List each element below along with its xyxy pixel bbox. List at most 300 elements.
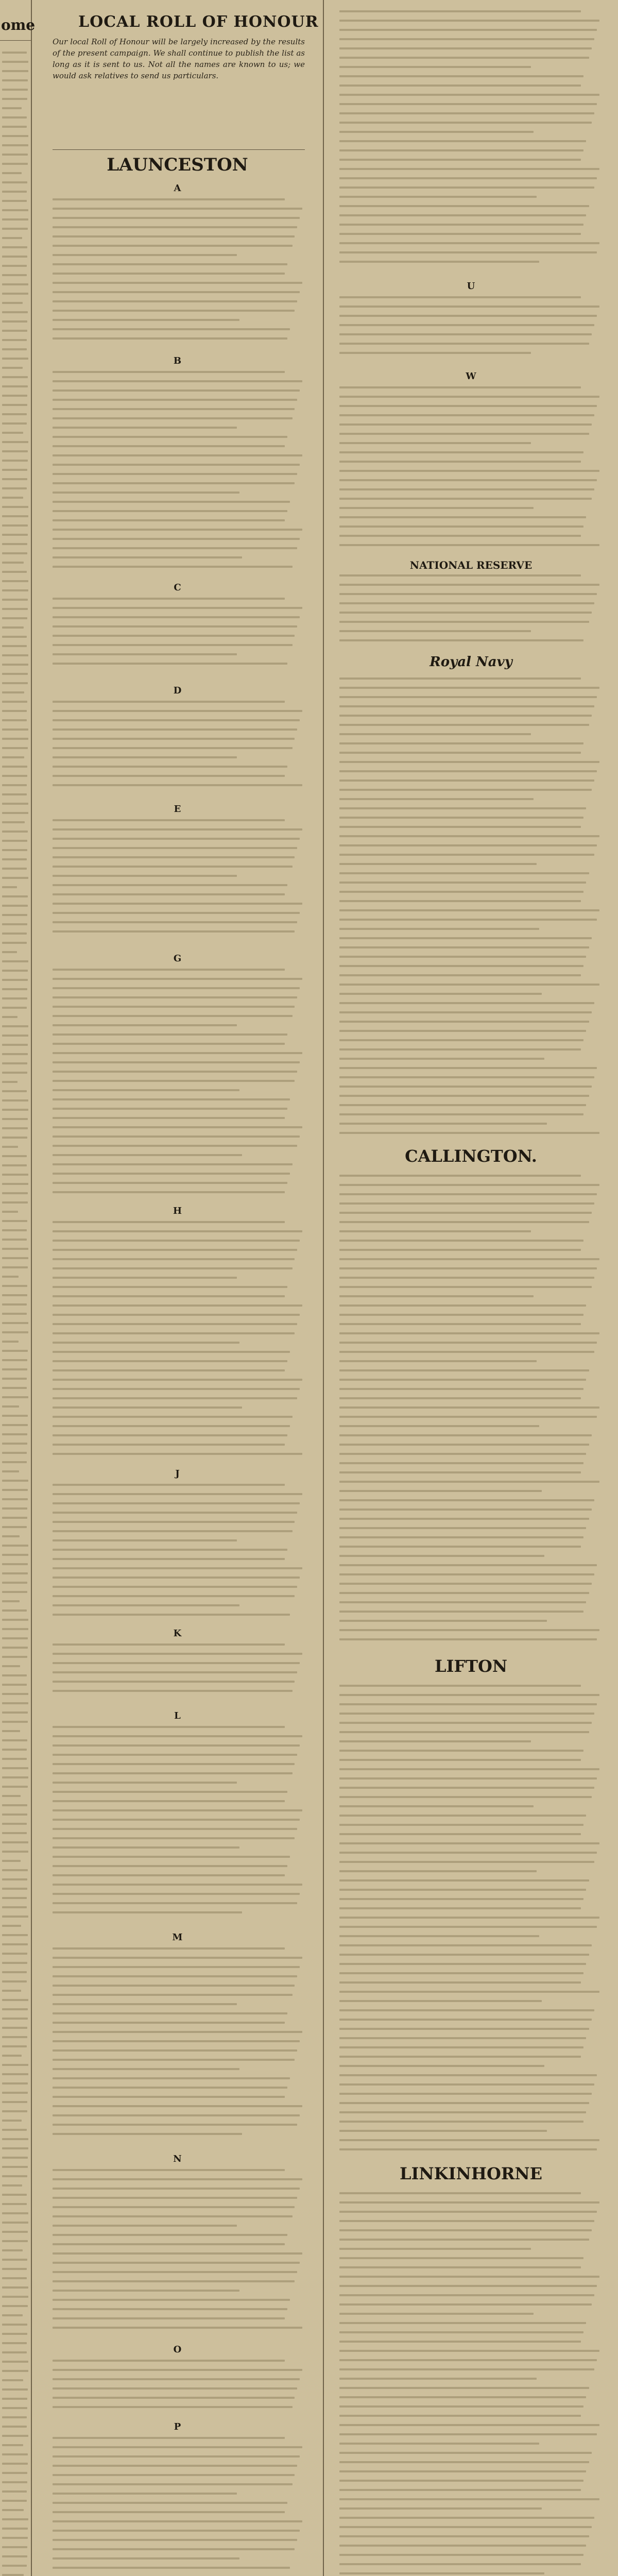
placeholder-text-line — [2, 1405, 19, 1408]
placeholder-text-line — [339, 2065, 544, 2067]
placeholder-text-line — [339, 1638, 597, 1640]
placeholder-text-line — [53, 847, 297, 849]
placeholder-text-line — [53, 1295, 285, 1297]
placeholder-text-line — [2, 1999, 28, 2001]
placeholder-text-line — [53, 1015, 293, 1017]
placeholder-text-line — [339, 20, 599, 22]
launceston-block-5 — [53, 819, 305, 940]
placeholder-text-line — [339, 1935, 539, 1937]
placeholder-text-line — [2, 209, 28, 211]
placeholder-text-line — [339, 882, 586, 884]
placeholder-text-line — [53, 1221, 285, 1223]
placeholder-text-line — [2, 1211, 18, 1213]
placeholder-text-line — [53, 1837, 295, 1839]
placeholder-text-line — [339, 2019, 592, 2021]
placeholder-text-line — [2, 2259, 27, 2261]
placeholder-text-line — [339, 2303, 592, 2306]
placeholder-text-line — [53, 1369, 285, 1371]
placeholder-text-line — [53, 547, 297, 549]
right-block-u — [339, 296, 602, 361]
placeholder-text-line — [53, 598, 285, 600]
placeholder-text-line — [339, 1453, 586, 1455]
placeholder-text-line — [2, 2370, 28, 2372]
placeholder-text-line — [339, 1833, 581, 1835]
placeholder-text-line — [53, 1865, 287, 1867]
placeholder-text-line — [2, 348, 27, 350]
roll-of-honour-title: LOCAL ROLL OF HONOUR — [78, 13, 319, 31]
section-j: J — [175, 1468, 180, 1479]
placeholder-text-line — [2, 775, 27, 777]
placeholder-text-line — [53, 226, 297, 228]
placeholder-text-line — [2, 2240, 28, 2242]
placeholder-text-line — [2, 1433, 27, 1435]
placeholder-text-line — [339, 1425, 539, 1427]
placeholder-text-line — [2, 747, 28, 749]
placeholder-text-line — [339, 1095, 589, 1097]
placeholder-text-line — [2, 1767, 28, 1769]
placeholder-text-line — [339, 937, 592, 939]
placeholder-text-line — [2, 1545, 28, 1547]
placeholder-text-line — [53, 417, 293, 419]
placeholder-text-line — [53, 1893, 300, 1895]
placeholder-text-line — [339, 1620, 547, 1622]
placeholder-text-line — [2, 979, 28, 981]
placeholder-text-line — [339, 1917, 599, 1919]
placeholder-text-line — [339, 1963, 586, 1965]
placeholder-text-line — [339, 705, 594, 707]
placeholder-text-line — [53, 1342, 239, 1344]
placeholder-text-line — [339, 2028, 589, 2030]
placeholder-text-line — [53, 1614, 290, 1616]
placeholder-text-line — [339, 544, 599, 546]
placeholder-text-line — [339, 574, 581, 577]
placeholder-text-line — [53, 607, 302, 609]
placeholder-text-line — [53, 1230, 302, 1232]
placeholder-text-line — [53, 1567, 302, 1569]
placeholder-text-line — [2, 376, 28, 378]
placeholder-text-line — [2, 1647, 28, 1649]
placeholder-text-line — [339, 2229, 592, 2231]
placeholder-text-line — [2, 422, 27, 425]
section-p: P — [174, 2421, 181, 2432]
placeholder-text-line — [53, 1388, 300, 1390]
placeholder-text-line — [53, 328, 290, 330]
placeholder-text-line — [2, 98, 27, 100]
placeholder-text-line — [2, 1693, 28, 1695]
placeholder-text-line — [2, 2342, 27, 2344]
placeholder-text-line — [339, 1351, 594, 1353]
placeholder-text-line — [2, 2528, 28, 2530]
placeholder-text-line — [2, 1303, 27, 1306]
placeholder-text-line — [53, 1163, 293, 1165]
placeholder-text-line — [2, 2129, 27, 2131]
placeholder-text-line — [339, 1870, 537, 1872]
placeholder-text-line — [2, 2463, 28, 2465]
placeholder-text-line — [339, 2378, 537, 2380]
placeholder-text-line — [2, 2175, 27, 2177]
placeholder-text-line — [339, 1304, 586, 1307]
placeholder-text-line — [339, 2139, 599, 2141]
placeholder-text-line — [53, 1006, 295, 1008]
placeholder-text-line — [2, 1313, 27, 1315]
placeholder-text-line — [339, 1444, 589, 1446]
placeholder-text-line — [2, 914, 27, 916]
placeholder-text-line — [339, 10, 581, 12]
placeholder-text-line — [339, 2000, 542, 2002]
placeholder-text-line — [339, 122, 592, 124]
left-column-strip — [0, 0, 36, 2576]
placeholder-text-line — [53, 1397, 297, 1399]
placeholder-text-line — [339, 461, 581, 463]
placeholder-text-line — [53, 1249, 297, 1251]
placeholder-text-line — [53, 1052, 302, 1054]
placeholder-text-line — [339, 1267, 597, 1269]
launceston-block-2 — [53, 371, 305, 575]
placeholder-text-line — [2, 1220, 27, 1222]
placeholder-text-line — [53, 1539, 237, 1541]
placeholder-text-line — [339, 2470, 586, 2472]
placeholder-text-line — [339, 1406, 599, 1409]
placeholder-text-line — [2, 2277, 27, 2279]
placeholder-text-line — [339, 103, 597, 105]
placeholder-text-line — [339, 1323, 581, 1325]
placeholder-text-line — [2, 1934, 28, 1936]
placeholder-text-line — [53, 2068, 239, 2070]
placeholder-text-line — [2, 2157, 28, 2159]
placeholder-text-line — [53, 1453, 302, 1455]
placeholder-text-line — [339, 844, 597, 846]
placeholder-text-line — [339, 2415, 581, 2417]
placeholder-text-line — [339, 2192, 581, 2194]
placeholder-text-line — [339, 946, 589, 948]
placeholder-text-line — [53, 1043, 285, 1045]
placeholder-text-line — [339, 2452, 592, 2454]
placeholder-text-line — [2, 70, 28, 72]
placeholder-text-line — [53, 1024, 237, 1026]
placeholder-text-line — [2, 2092, 28, 2094]
section-w: W — [466, 371, 476, 382]
placeholder-text-line — [2, 1053, 28, 1055]
placeholder-text-line — [339, 306, 599, 308]
placeholder-text-line — [53, 2557, 239, 2560]
placeholder-text-line — [2, 1090, 27, 1092]
placeholder-text-line — [2, 237, 22, 239]
placeholder-text-line — [339, 1583, 592, 1585]
placeholder-text-line — [2, 2008, 28, 2010]
placeholder-text-line — [339, 2498, 599, 2500]
placeholder-text-line — [339, 2211, 597, 2213]
placeholder-text-line — [2, 163, 28, 165]
placeholder-text-line — [339, 2239, 589, 2241]
placeholder-text-line — [2, 1906, 27, 1908]
placeholder-text-line — [339, 1314, 583, 1316]
placeholder-text-line — [2, 1035, 28, 1037]
placeholder-text-line — [339, 1611, 583, 1613]
placeholder-text-line — [2, 1572, 28, 1574]
placeholder-text-line — [339, 612, 592, 614]
placeholder-text-line — [2, 1665, 20, 1667]
placeholder-text-line — [2, 302, 23, 304]
placeholder-text-line — [339, 1249, 581, 1251]
placeholder-text-line — [2, 2518, 28, 2520]
right-block-navy — [339, 677, 602, 1141]
placeholder-text-line — [339, 2368, 594, 2370]
section-l: L — [174, 1710, 181, 1721]
placeholder-text-line — [339, 2443, 539, 2445]
placeholder-text-line — [2, 2018, 28, 2020]
placeholder-text-line — [339, 1815, 586, 1817]
placeholder-text-line — [339, 1740, 531, 1742]
placeholder-text-line — [339, 1759, 581, 1761]
placeholder-text-line — [339, 1067, 597, 1069]
placeholder-text-line — [53, 2530, 300, 2532]
placeholder-text-line — [2, 1137, 27, 1139]
placeholder-text-line — [2, 432, 23, 434]
placeholder-text-line — [339, 621, 589, 623]
placeholder-text-line — [53, 1434, 287, 1436]
section-n: N — [173, 2154, 182, 2164]
placeholder-text-line — [2, 1860, 21, 1862]
placeholder-text-line — [2, 1266, 28, 1268]
placeholder-text-line — [2, 1702, 28, 1704]
placeholder-text-line — [339, 1926, 597, 1928]
placeholder-text-line — [339, 928, 539, 930]
section-m: M — [172, 1932, 183, 1943]
placeholder-text-line — [2, 626, 24, 629]
placeholder-text-line — [53, 856, 295, 858]
placeholder-text-line — [339, 900, 581, 902]
placeholder-text-line — [2, 1591, 27, 1593]
placeholder-text-line — [339, 94, 599, 96]
placeholder-text-line — [2, 1350, 28, 1352]
placeholder-text-line — [53, 1267, 293, 1269]
placeholder-text-line — [2, 1507, 27, 1510]
placeholder-text-line — [2, 793, 27, 795]
placeholder-text-line — [53, 399, 297, 401]
placeholder-text-line — [53, 1033, 287, 1036]
placeholder-text-line — [2, 608, 28, 610]
placeholder-text-line — [2, 1526, 27, 1528]
placeholder-text-line — [339, 1481, 599, 1483]
heading-callington: CALLINGTON. — [405, 1146, 537, 1166]
placeholder-text-line — [53, 1985, 295, 1987]
placeholder-text-line — [339, 593, 597, 595]
launceston-block-14 — [53, 2437, 305, 2576]
placeholder-text-line — [2, 358, 28, 360]
placeholder-text-line — [2, 1971, 27, 1973]
placeholder-text-line — [339, 1713, 594, 1715]
placeholder-text-line — [2, 1248, 28, 1250]
right-block-callington — [339, 1175, 602, 1648]
placeholder-text-line — [339, 1388, 583, 1390]
placeholder-text-line — [2, 2120, 22, 2122]
placeholder-text-line — [339, 75, 583, 77]
placeholder-text-line — [53, 2437, 285, 2439]
placeholder-text-line — [2, 1637, 28, 1639]
heading-linkinhorne: LINKINHORNE — [399, 2164, 543, 2183]
placeholder-text-line — [2, 367, 23, 369]
placeholder-text-line — [2, 1164, 27, 1166]
placeholder-text-line — [53, 978, 302, 980]
placeholder-text-line — [53, 1846, 239, 1849]
placeholder-text-line — [2, 1387, 27, 1389]
placeholder-text-line — [339, 733, 531, 735]
placeholder-text-line — [53, 1277, 237, 1279]
placeholder-text-line — [339, 2387, 589, 2389]
placeholder-text-line — [339, 112, 594, 114]
placeholder-text-line — [339, 205, 589, 207]
placeholder-text-line — [339, 1113, 583, 1115]
placeholder-text-line — [2, 960, 28, 962]
left-strip-text-block — [2, 52, 29, 2576]
placeholder-text-line — [339, 233, 581, 235]
placeholder-text-line — [2, 1628, 28, 1630]
placeholder-text-line — [339, 1202, 594, 1205]
placeholder-text-line — [2, 1470, 19, 1472]
placeholder-text-line — [2, 2296, 28, 2298]
placeholder-text-line — [339, 140, 586, 142]
placeholder-text-line — [339, 1277, 594, 1279]
placeholder-text-line — [53, 1782, 237, 1784]
placeholder-text-line — [2, 2027, 27, 2029]
placeholder-text-line — [2, 395, 27, 397]
placeholder-text-line — [2, 2453, 28, 2455]
placeholder-text-line — [2, 691, 24, 693]
placeholder-text-line — [53, 1080, 295, 1082]
placeholder-text-line — [53, 701, 285, 703]
placeholder-text-line — [339, 242, 599, 244]
placeholder-text-line — [2, 2574, 24, 2576]
placeholder-text-line — [2, 534, 28, 536]
placeholder-text-line — [53, 2087, 287, 2089]
placeholder-text-line — [2, 200, 27, 202]
placeholder-text-line — [2, 2388, 28, 2391]
placeholder-text-line — [53, 2271, 297, 2273]
section-o: O — [173, 2344, 182, 2355]
placeholder-text-line — [2, 1776, 28, 1778]
placeholder-text-line — [53, 2299, 290, 2301]
placeholder-text-line — [339, 1490, 542, 1492]
placeholder-text-line — [2, 1025, 28, 1027]
placeholder-text-line — [339, 1240, 583, 1242]
placeholder-text-line — [2, 1916, 28, 1918]
placeholder-text-line — [339, 2480, 583, 2482]
placeholder-text-line — [2, 849, 27, 851]
placeholder-text-line — [339, 715, 592, 717]
placeholder-text-line — [339, 2056, 581, 2058]
placeholder-text-line — [339, 2507, 542, 2510]
placeholder-text-line — [53, 2387, 297, 2389]
placeholder-text-line — [2, 821, 25, 823]
placeholder-text-line — [2, 79, 28, 81]
placeholder-text-line — [2, 2361, 28, 2363]
placeholder-text-line — [2, 701, 27, 703]
placeholder-text-line — [53, 616, 300, 618]
placeholder-text-line — [2, 413, 27, 415]
placeholder-text-line — [2, 1786, 28, 1788]
placeholder-text-line — [339, 2130, 547, 2132]
placeholder-text-line — [53, 1911, 242, 1913]
placeholder-text-line — [53, 1874, 285, 1876]
placeholder-text-line — [2, 2045, 27, 2047]
placeholder-text-line — [53, 1586, 297, 1588]
placeholder-text-line — [2, 2379, 23, 2381]
placeholder-text-line — [339, 2526, 592, 2528]
placeholder-text-line — [53, 2105, 302, 2107]
placeholder-text-line — [53, 2308, 287, 2310]
placeholder-text-line — [53, 2406, 293, 2408]
placeholder-text-line — [53, 1763, 295, 1765]
placeholder-text-line — [339, 1286, 592, 1288]
placeholder-text-line — [2, 1841, 28, 1843]
placeholder-text-line — [53, 1323, 297, 1325]
placeholder-text-line — [339, 1193, 597, 1195]
placeholder-text-line — [339, 423, 592, 426]
placeholder-text-line — [2, 1174, 28, 1176]
placeholder-text-line — [2, 256, 27, 258]
placeholder-text-line — [53, 1136, 300, 1138]
placeholder-text-line — [2, 858, 27, 860]
placeholder-text-line — [2, 1711, 28, 1714]
placeholder-text-line — [53, 1690, 293, 1692]
placeholder-text-line — [2, 1869, 28, 1871]
placeholder-text-line — [2, 1953, 27, 1955]
placeholder-text-line — [339, 343, 589, 345]
placeholder-text-line — [53, 2539, 297, 2541]
placeholder-text-line — [53, 1286, 287, 1288]
placeholder-text-line — [2, 1943, 28, 1945]
placeholder-text-line — [339, 2424, 599, 2426]
main-column — [32, 0, 324, 2576]
placeholder-text-line — [339, 1397, 581, 1399]
placeholder-text-line — [339, 1852, 597, 1854]
placeholder-text-line — [53, 2077, 290, 2079]
placeholder-text-line — [53, 1577, 300, 1579]
placeholder-text-line — [53, 408, 295, 410]
placeholder-text-line — [53, 1240, 300, 1242]
placeholder-text-line — [339, 1030, 586, 1032]
placeholder-text-line — [2, 478, 27, 480]
placeholder-text-line — [2, 1480, 28, 1482]
placeholder-text-line — [339, 1703, 597, 1705]
placeholder-text-line — [339, 817, 583, 819]
placeholder-text-line — [2, 1368, 27, 1370]
placeholder-text-line — [2, 1127, 28, 1129]
placeholder-text-line — [2, 784, 27, 786]
placeholder-text-line — [2, 1257, 28, 1259]
left-strip-rule — [0, 40, 31, 41]
placeholder-text-line — [2, 2509, 24, 2511]
placeholder-text-line — [53, 529, 302, 531]
placeholder-text-line — [53, 2040, 300, 2042]
placeholder-text-line — [339, 724, 589, 726]
placeholder-text-line — [53, 2225, 237, 2227]
placeholder-text-line — [53, 987, 300, 989]
placeholder-text-line — [53, 1819, 300, 1821]
placeholder-text-line — [2, 515, 28, 517]
placeholder-text-line — [2, 1739, 27, 1741]
placeholder-text-line — [2, 524, 28, 527]
rule-after-intro — [53, 149, 305, 150]
placeholder-text-line — [339, 196, 537, 198]
placeholder-text-line — [2, 589, 28, 591]
placeholder-text-line — [339, 1564, 597, 1566]
launceston-block-6 — [53, 969, 305, 1200]
placeholder-text-line — [53, 300, 297, 302]
placeholder-text-line — [53, 1182, 287, 1184]
placeholder-text-line — [339, 1694, 599, 1696]
placeholder-text-line — [339, 2037, 586, 2039]
